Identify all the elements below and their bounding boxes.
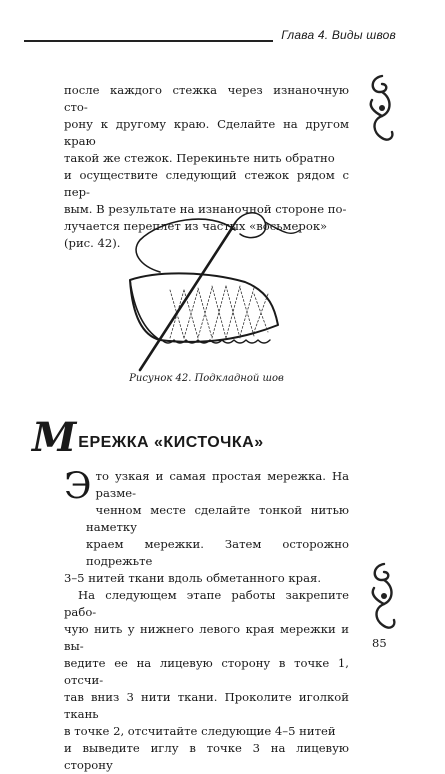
body-text	[64, 468, 349, 774]
scroll-ornament-icon	[364, 560, 404, 632]
text-line: лучается переплет из частых «восьмерок»	[64, 219, 328, 233]
section-heading	[32, 410, 264, 461]
text-line: краем мережки. Затем осторожно подрежьте	[86, 537, 349, 568]
text-line: Э то узкая и самая простая мережка. На разме-	[64, 466, 349, 507]
text-line: ведите ее на лицевую сторону в точке 1, отсчи-	[64, 656, 349, 687]
text-line: в точке 2, отсчитайте следующие 4–5 нитей	[64, 724, 336, 738]
text-line: На следующем этапе работы закрепите рабо-	[64, 588, 349, 619]
text-line: такой же стежок. Перекиньте нить обратно	[64, 151, 335, 165]
stitch-illustration	[100, 200, 320, 375]
running-header	[24, 28, 396, 68]
paragraph	[64, 468, 349, 587]
paragraph	[64, 587, 349, 774]
text-line: и выведите иглу в точке 3 на лицевую сторону	[64, 741, 349, 772]
text-line: чую нить у нижнего левого края мережки и вы-	[64, 622, 349, 653]
text-line: тав вниз 3 нити ткани. Проколите иголкой ткань	[64, 690, 349, 721]
scroll-ornament-icon	[362, 72, 402, 144]
drop-cap: Э	[64, 466, 92, 507]
figure-caption: Рисунок 42. Подкладной шов	[129, 373, 284, 384]
heading-initial: М	[32, 414, 77, 461]
page-number: 85	[372, 636, 387, 650]
text-line: после каждого стежка через изнаночную сто-	[64, 83, 349, 114]
chapter-title: Глава 4. Виды швов	[273, 28, 396, 42]
text-line: и осуществите следующий стежок рядом с пер-	[64, 168, 349, 199]
text-line: (рис. 42).	[64, 236, 121, 250]
text-line: 3–5 нитей ткани вдоль обметанного края.	[64, 571, 322, 585]
text-line: вым. В результате на изнаночной стороне по-	[64, 202, 347, 216]
text-line: рону к другому краю. Сделайте на другом краю	[64, 117, 349, 148]
text-line: ченном месте сделайте тонкой нитью наметку	[86, 503, 349, 534]
heading-text: ЕРЕЖКА «КИСТОЧКА»	[78, 434, 264, 451]
